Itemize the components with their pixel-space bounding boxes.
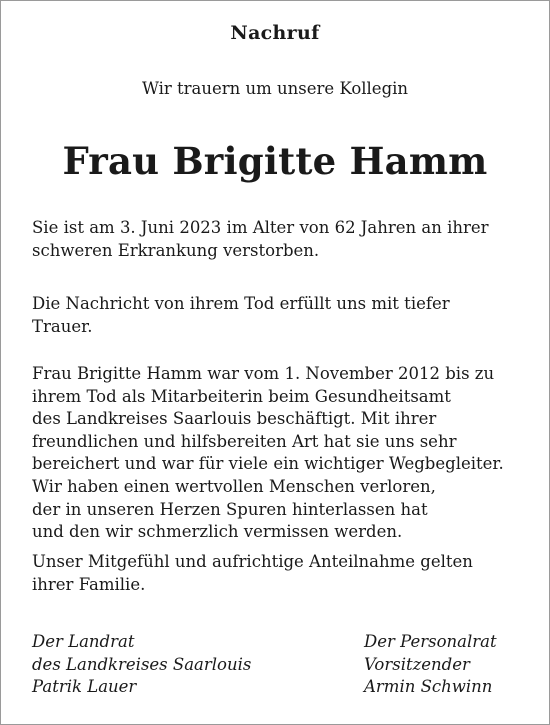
text-line: freundlichen und hilfsbereiten Art hat sie uns sehr [32,431,457,451]
text-line: bereichert und war für viele ein wichtiger Wegbegleiter. [32,454,504,474]
text-line: Sie ist am 3. Juni 2023 im Alter von 62 Jahren an ihrer [32,218,489,237]
signature-line: des Landkreises Saarlouis [32,654,252,674]
signature-left [32,631,251,699]
signature-line: Der Landrat [32,632,135,651]
text-line: Frau Brigitte Hamm war vom 1. November 2012 bis zu [32,364,495,383]
deceased-name: Frau Brigitte Hamm [62,139,488,183]
signature-line: Patrik Lauer [32,677,137,697]
signature-line: Der Personalrat [364,632,497,651]
text-line: Unser Mitgefühl und aufrichtige Anteilnahme gelten [32,552,473,571]
signature-line: Vorsitzender [364,654,470,674]
signature-right [364,631,497,699]
text-line: ihrer Familie. [32,574,146,594]
text-line: Trauer. [32,316,93,336]
intro-line: Wir trauern um unsere Kollegin [141,79,409,98]
text-line: der in unseren Herzen Spuren hinterlassen hat [32,499,428,519]
text-line: Wir haben einen wertvollen Menschen verloren, [32,476,436,496]
paragraph-career [32,363,532,544]
paragraph-sorrow [32,293,532,338]
paragraph-death-info [32,217,532,262]
text-line: schweren Erkrankung verstorben. [32,240,320,260]
paragraph-condolence [32,551,532,596]
text-line: und den wir schmerzlich vermissen werden. [32,522,403,542]
text-line: ihrem Tod als Mitarbeiterin beim Gesundheitsamt [32,386,451,406]
text-line: Die Nachricht von ihrem Tod erfüllt uns mit tiefer [32,294,450,313]
notice-heading: Nachruf [230,22,320,44]
signature-line: Armin Schwinn [364,677,493,697]
text-line: des Landkreises Saarlouis beschäftigt. Mit ihrer [32,409,437,429]
